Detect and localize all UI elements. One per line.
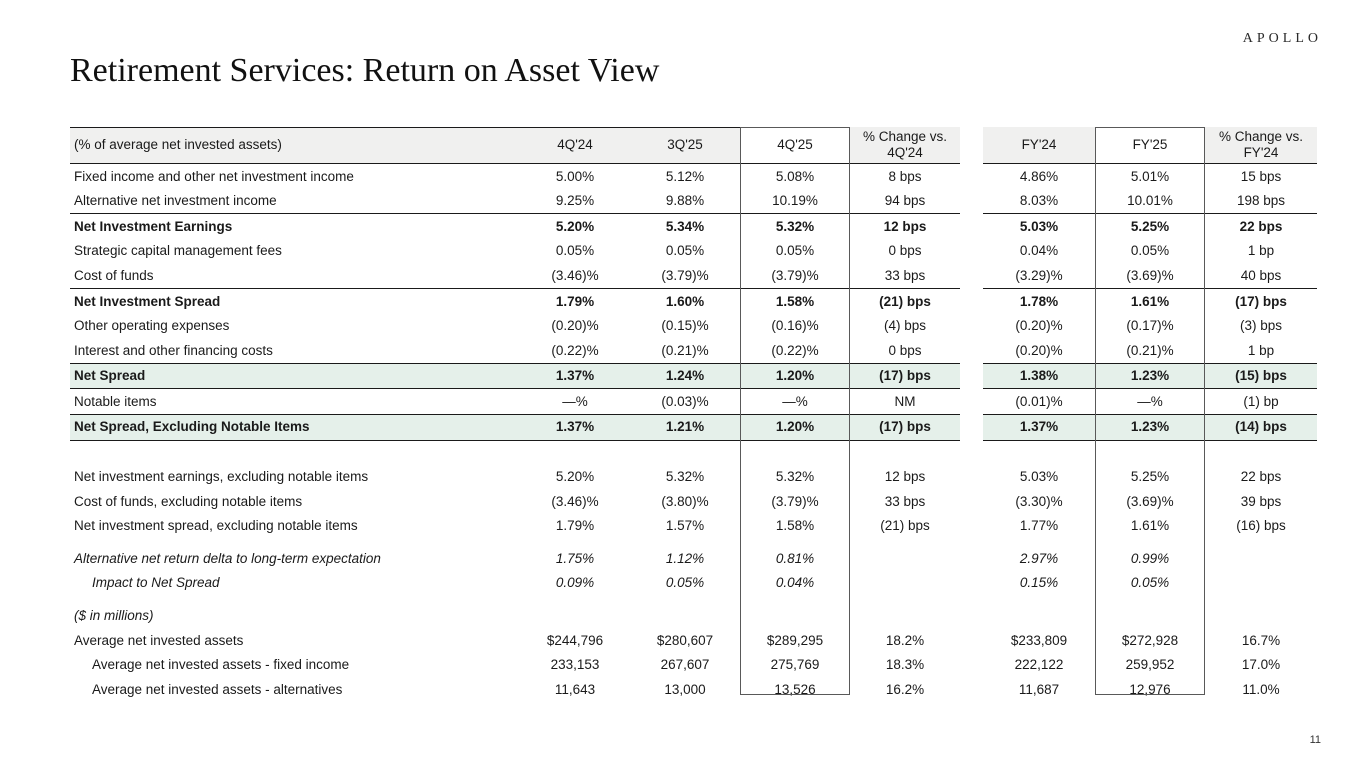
column-gap — [960, 363, 983, 390]
cell-3q25: (3.80)% — [661, 493, 709, 509]
cell-fy25: —% — [1137, 393, 1163, 409]
cell-4q24: 0.05% — [555, 243, 595, 259]
cell-fy25: 1.61% — [1130, 518, 1170, 534]
cell-3q25: 1.57% — [665, 518, 705, 534]
cell-chg-vs-4q24: (17) bps — [879, 368, 931, 384]
column-gap — [960, 389, 983, 414]
cell-chg-vs-4q24: 0 bps — [888, 243, 922, 259]
cell-fy25 — [1095, 604, 1205, 629]
cell-chg-vs-fy24: 198 bps — [1236, 193, 1286, 209]
column-gap — [960, 414, 983, 441]
cell-4q25: —% — [782, 393, 808, 409]
cell-chg-vs-4q24: 33 bps — [884, 267, 926, 283]
header-4q25: 4Q'25 — [740, 127, 850, 163]
cell-3q25: (3.79)% — [661, 267, 709, 283]
cell-fy24: 5.03% — [1019, 218, 1059, 234]
cell-chg-vs-4q24: NM — [894, 393, 916, 409]
header-chg-vs-fy24: % Change vs. FY'24 — [1205, 127, 1317, 163]
row-label: Average net invested assets - fixed income — [92, 657, 350, 673]
row-label: Cost of funds — [74, 267, 154, 283]
cell-fy24: 0.15% — [1019, 575, 1059, 591]
cell-chg-vs-4q24 — [850, 571, 960, 596]
row-label: Alternative net return delta to long-term expectation — [74, 550, 381, 566]
table-row — [70, 653, 1317, 678]
column-gap — [960, 571, 983, 596]
table-row — [70, 363, 1317, 390]
cell-4q24: (3.46)% — [551, 267, 599, 283]
row-label: Strategic capital management fees — [74, 243, 282, 259]
column-gap — [960, 677, 983, 702]
cell-4q24: 5.20% — [555, 469, 595, 485]
column-gap — [960, 465, 983, 490]
cell-fy24: $233,809 — [1010, 632, 1068, 648]
row-label: Net investment spread, excluding notable items — [74, 518, 358, 534]
row-label: Alternative net investment income — [74, 193, 277, 209]
cell-4q25: 0.81% — [775, 550, 815, 566]
cell-fy24: (0.20)% — [1015, 318, 1063, 334]
apollo-logo: APOLLO — [1242, 31, 1322, 46]
cell-fy24: 5.03% — [1019, 469, 1059, 485]
cell-chg-vs-4q24: (17) bps — [879, 419, 931, 435]
cell-fy25: 5.01% — [1130, 168, 1170, 184]
cell-4q25: 0.04% — [775, 575, 815, 591]
cell-4q24: 5.00% — [555, 168, 595, 184]
table-row — [70, 628, 1317, 653]
row-label: Net Spread — [74, 368, 146, 384]
cell-chg-vs-fy24: 1 bp — [1247, 342, 1275, 358]
row-label: Fixed income and other net investment income — [74, 168, 354, 184]
roa-table — [70, 127, 1317, 702]
column-gap — [960, 314, 983, 339]
table-row — [70, 314, 1317, 339]
header-chg-vs-4q24: % Change vs. 4Q'24 — [850, 127, 960, 163]
cell-fy24: 11,687 — [1018, 681, 1060, 697]
table-row — [70, 213, 1317, 239]
cell-4q24: —% — [562, 393, 588, 409]
cell-fy24: 1.77% — [1019, 518, 1059, 534]
cell-fy25: 5.25% — [1130, 469, 1170, 485]
cell-fy25: 0.05% — [1130, 575, 1170, 591]
cell-3q25: 5.34% — [665, 218, 705, 234]
cell-fy24: 2.97% — [1019, 550, 1059, 566]
cell-4q24: 5.20% — [555, 218, 595, 234]
table-top-rule — [70, 127, 850, 128]
cell-chg-vs-4q24: 8 bps — [888, 168, 922, 184]
column-gap — [960, 288, 983, 314]
table-row — [70, 546, 1317, 571]
cell-chg-vs-fy24 — [1205, 604, 1317, 629]
cell-fy24 — [983, 604, 1095, 629]
cell-3q25: (0.21)% — [661, 342, 709, 358]
cell-4q24: 11,643 — [554, 681, 596, 697]
cell-fy25: (0.21)% — [1126, 342, 1174, 358]
cell-fy24: 1.37% — [1019, 419, 1059, 435]
table-header-row — [70, 127, 1317, 164]
cell-4q25: 13,526 — [774, 681, 816, 697]
cell-3q25: 0.05% — [665, 575, 705, 591]
column-gap — [960, 239, 983, 264]
table-row — [70, 263, 1317, 288]
cell-fy25: (3.69)% — [1126, 493, 1174, 509]
cell-chg-vs-4q24: 33 bps — [884, 493, 926, 509]
cell-4q25: 1.20% — [775, 419, 815, 435]
cell-4q24: (0.20)% — [551, 318, 599, 334]
cell-chg-vs-fy24: 22 bps — [1239, 218, 1283, 234]
column-gap — [960, 514, 983, 539]
row-label: Interest and other financing costs — [74, 342, 273, 358]
cell-fy24: 1.78% — [1019, 293, 1059, 309]
row-label: Average net invested assets — [74, 632, 244, 648]
cell-4q25: 0.05% — [775, 243, 815, 259]
row-label: ($ in millions) — [74, 608, 154, 624]
cell-3q25: 1.24% — [665, 368, 705, 384]
cell-4q25: 5.08% — [775, 168, 815, 184]
cell-chg-vs-fy24: (17) bps — [1235, 293, 1287, 309]
header-fy25: FY'25 — [1095, 127, 1205, 163]
column-gap — [960, 628, 983, 653]
cell-4q24: (3.46)% — [551, 493, 599, 509]
cell-4q24 — [520, 604, 630, 629]
cell-4q25: (3.79)% — [771, 493, 819, 509]
table-row — [70, 414, 1317, 441]
cell-fy24: 0.04% — [1019, 243, 1059, 259]
cell-fy25: 259,952 — [1125, 657, 1175, 673]
row-spacer — [70, 441, 1317, 465]
cell-3q25: $280,607 — [656, 632, 714, 648]
cell-chg-vs-fy24: (16) bps — [1236, 518, 1286, 534]
table-row — [70, 571, 1317, 596]
column-gap — [960, 213, 983, 239]
cell-fy25: 5.25% — [1130, 218, 1170, 234]
cell-3q25: 5.32% — [665, 469, 705, 485]
cell-chg-vs-fy24: (3) bps — [1239, 318, 1283, 334]
table-row — [70, 514, 1317, 539]
cell-4q24: 233,153 — [550, 657, 600, 673]
cell-3q25: (0.03)% — [661, 393, 709, 409]
cell-4q25: $289,295 — [766, 632, 824, 648]
column-gap — [960, 489, 983, 514]
cell-3q25: 5.12% — [665, 168, 705, 184]
cell-fy25: (3.69)% — [1126, 267, 1174, 283]
header-3q25: 3Q'25 — [630, 127, 740, 163]
header-fy24: FY'24 — [983, 127, 1095, 163]
page-number: 11 — [1309, 734, 1321, 746]
cell-fy25: 1.23% — [1130, 368, 1170, 384]
cell-4q24: 1.79% — [555, 518, 595, 534]
row-label: Net Investment Spread — [74, 293, 221, 309]
row-label: Cost of funds, excluding notable items — [74, 493, 303, 509]
row-label: Notable items — [74, 393, 157, 409]
cell-4q25: 275,769 — [770, 657, 820, 673]
cell-4q25: (3.79)% — [771, 267, 819, 283]
cell-fy24: 222,122 — [1014, 657, 1064, 673]
cell-4q25 — [740, 604, 850, 629]
table-row — [70, 288, 1317, 314]
cell-4q24: $244,796 — [546, 632, 604, 648]
row-spacer — [70, 538, 1317, 546]
cell-chg-vs-4q24: (21) bps — [879, 293, 931, 309]
table-row — [70, 465, 1317, 490]
cell-chg-vs-fy24: 22 bps — [1240, 469, 1282, 485]
cell-4q24: (0.22)% — [551, 342, 599, 358]
cell-3q25: (0.15)% — [661, 318, 709, 334]
cell-fy24: 8.03% — [1019, 193, 1059, 209]
cell-4q25: 1.20% — [775, 368, 815, 384]
column-gap — [960, 164, 983, 189]
cell-4q25: 10.19% — [772, 193, 818, 209]
row-label: Net investment earnings, excluding notable items — [74, 469, 369, 485]
cell-3q25: 1.21% — [665, 419, 705, 435]
row-label: Net Spread, Excluding Notable Items — [74, 419, 310, 435]
cell-4q25: (0.22)% — [771, 342, 819, 358]
column-gap — [960, 338, 983, 363]
cell-4q24: 0.09% — [555, 575, 595, 591]
cell-fy25: 0.05% — [1130, 243, 1170, 259]
table-row — [70, 239, 1317, 264]
cell-chg-vs-fy24 — [1205, 571, 1317, 596]
cell-3q25: 1.60% — [665, 293, 705, 309]
table-row — [70, 189, 1317, 214]
cell-chg-vs-4q24: 18.2% — [885, 632, 925, 648]
cell-fy24: 1.38% — [1019, 368, 1059, 384]
row-spacer — [70, 596, 1317, 604]
cell-chg-vs-fy24: 1 bp — [1247, 243, 1275, 259]
table-row — [70, 164, 1317, 189]
cell-4q24: 9.25% — [555, 193, 595, 209]
row-label: Net Investment Earnings — [74, 218, 233, 234]
cell-3q25: 13,000 — [664, 681, 706, 697]
table-row — [70, 338, 1317, 363]
cell-chg-vs-fy24: (15) bps — [1235, 368, 1287, 384]
cell-3q25: 267,607 — [660, 657, 710, 673]
cell-3q25: 1.12% — [665, 550, 705, 566]
cell-chg-vs-4q24: 12 bps — [884, 469, 926, 485]
header-4q24: 4Q'24 — [520, 127, 630, 163]
cell-chg-vs-fy24: (14) bps — [1235, 419, 1287, 435]
cell-4q25: 5.32% — [775, 218, 815, 234]
cell-3q25: 0.05% — [665, 243, 705, 259]
cell-3q25: 9.88% — [665, 193, 705, 209]
column-gap — [960, 653, 983, 678]
cell-4q25: 1.58% — [775, 293, 815, 309]
cell-chg-vs-fy24: 17.0% — [1241, 657, 1281, 673]
cell-chg-vs-4q24 — [850, 604, 960, 629]
cell-chg-vs-4q24 — [850, 546, 960, 571]
column-gap — [960, 263, 983, 288]
cell-fy25: 1.61% — [1130, 293, 1170, 309]
cell-4q25: (0.16)% — [771, 318, 819, 334]
header-label: (% of average net invested assets) — [70, 127, 520, 163]
cell-chg-vs-4q24: (4) bps — [883, 318, 927, 334]
table-row — [70, 677, 1317, 702]
page-title: Retirement Services: Return on Asset View — [70, 52, 660, 89]
cell-chg-vs-4q24: 12 bps — [883, 218, 927, 234]
column-gap — [960, 127, 983, 164]
table-row — [70, 604, 1317, 629]
cell-chg-vs-fy24: 15 bps — [1240, 168, 1282, 184]
table-row — [70, 389, 1317, 414]
cell-fy24: 4.86% — [1019, 168, 1059, 184]
cell-chg-vs-fy24 — [1205, 546, 1317, 571]
cell-chg-vs-fy24: 40 bps — [1240, 267, 1282, 283]
cell-fy25: 10.01% — [1127, 193, 1173, 209]
cell-3q25 — [630, 604, 740, 629]
cell-chg-vs-fy24: 39 bps — [1240, 493, 1282, 509]
cell-chg-vs-4q24: 0 bps — [888, 342, 922, 358]
cell-chg-vs-fy24: 16.7% — [1241, 632, 1281, 648]
cell-chg-vs-fy24: 11.0% — [1242, 681, 1280, 697]
cell-4q24: 1.37% — [555, 419, 595, 435]
cell-fy25: 12,976 — [1129, 681, 1171, 697]
row-label: Average net invested assets - alternatives — [92, 681, 343, 697]
row-label: Other operating expenses — [74, 318, 230, 334]
column-gap — [960, 546, 983, 571]
cell-4q24: 1.37% — [555, 368, 595, 384]
cell-4q25: 1.58% — [775, 518, 815, 534]
table-row — [70, 489, 1317, 514]
cell-chg-vs-4q24: 94 bps — [884, 193, 926, 209]
row-label: Impact to Net Spread — [92, 575, 220, 591]
column-gap — [960, 604, 983, 629]
cell-fy24: (0.20)% — [1015, 342, 1063, 358]
cell-fy25: (0.17)% — [1126, 318, 1174, 334]
cell-fy24: (0.01)% — [1015, 393, 1063, 409]
cell-chg-vs-4q24: 18.3% — [885, 657, 925, 673]
table-body — [70, 164, 1317, 702]
cell-fy25: 1.23% — [1130, 419, 1170, 435]
cell-chg-vs-4q24: (21) bps — [880, 518, 930, 534]
cell-4q25: 5.32% — [775, 469, 815, 485]
column-gap — [960, 189, 983, 214]
cell-fy24: (3.29)% — [1015, 267, 1063, 283]
cell-fy25: 0.99% — [1130, 550, 1170, 566]
cell-4q24: 1.79% — [555, 293, 595, 309]
cell-fy24: (3.30)% — [1015, 493, 1063, 509]
cell-4q24: 1.75% — [555, 550, 595, 566]
cell-chg-vs-fy24: (1) bp — [1243, 393, 1279, 409]
cell-chg-vs-4q24: 16.2% — [885, 681, 925, 697]
cell-fy25: $272,928 — [1121, 632, 1179, 648]
